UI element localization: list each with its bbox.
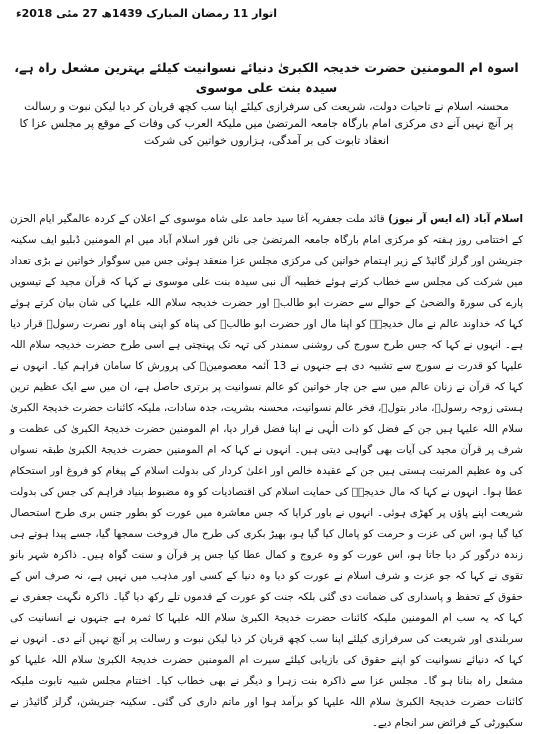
article-text: قائد ملت جعفریہ آغا سید حامد علی شاہ موسوی کے اعلان کے کردہ عالمگیر ایام الحزن کے اختتامی روز ہفتہ کو مرکزی امام بارگاہ جامعہ المرتضیٰ جی نائن فور اسلام آباد میں ام المومنین ڈبلیو ایف سکینہ جنریشن اور گرلز گائیڈ کے زیر اہتمام خواتین کی مرکزی مجلس عزا منعقد ہوئی جس میں سوگوار خواتین نے بڑی تعداد میں شرکت کی مجلس سے خطاب کرتے ہوئے خطیبہ آل نبی سیدہ بنت علی موسوی نے کہا کہ قرآن مجید کے تیسویں پارے کی سورۃ والضحیٰ کے حوالے سے حضرت ابو طالبؑ اور حضرت خدیجہ سلام اللہ علیہا کی شان بیان کرتے ہوئے کہا کہ خداوند عالم نے مال خدیجہؑ کو اپنا مال اور حضرت ابو طالبؑ کی پناہ کو اپنی پناہ اور نصرت رسولؐ قرار دیا ہے۔ انہوں نے کہا کہ جس طرح سورج کی روشنی سمندر کی تہہ تک پہنچتی ہے اسی طرح حضرت خدیجہ سلام اللہ علیہا کو قدرت نے سورج سے تشبیہ دی ہے جنہوں نے 13 آئمہ معصومینؑ کی پرورش کا سامان فراہم کیا۔ انہوں نے کہا کہ قرآن نے زنان عالم میں سے جن چار خواتین کو عالم نسوانیت پر برتری حاصل ہے، ان میں سے ایک عظیم ترین ہستی زوجہ رسولؐ، مادر بتولؑ، فخر عالم نسوانیت، محسنہ بشریت، جدہ سادات، ملیکہ کائنات حضرت خدیجۃ الکبریٰ سلام اللہ علیہا ہیں جن کے فضل کو ذات الٰہی نے اپنا فضل قرار دیا، ام المومنین حضرت خدیجۃ الکبریٰ کی عظمت و شرف پر قرآن مجید کی آیات بھی گواہی دیتی ہیں۔ انہوں نے کہا کہ ام المومنین حضرت خدیجۃ الکبریٰ طبقہ نسواں کی وہ عظیم المرتبت ہستی ہیں جن کے عقیدہ خالص اور اعلیٰ کردار کی بدولت اسلام کے پیغام کو فروغ اور استحکام عطا ہوا۔ انہوں نے کہا کہ مال خدیجہؑ کی حمایت اسلام کی اقتصادیات کو وہ مضبوط بنیاد فراہم کی جس کی بدولت شریعت اپنے پاؤں پر کھڑی ہوئی۔ انہوں نے باور کرایا کہ جس معاشرہ میں عورت کو بطور جنس بری طرح استحصال کیا گیا ہو، اس کی عزت و حرمت کو پامال کیا گیا ہو، بھیڑ بکری کی طرح مال فروخت سمجھا گیا، جسے پیدا ہوتے ہی زندہ درگور کر دیا جاتا ہو، اس عورت کو وہ عروج و کمال عطا کیا جس پر قرآن و سنت گواہ ہیں۔ ذاکرہ شہر بانو تقوی نے کہا کہ جو عزت و شرف اسلام نے عورت کو دیا وہ دنیا کے کسی اور مذہب میں نہیں ہے، نہ صرف اس کے حقوق کے تحفظ و پاسداری کی ضمانت دی گئی بلکہ جنت کو عورت کے قدموں تلے رکھ دیا گیا۔ ذاکرہ نگہت جعفری نے کہا کہ یہ سب ام المومنین ملیکہ کائنات حضرت خدیجۃ الکبریٰ سلام اللہ علیہا کا ثمرہ ہے جنہوں نے انسانیت کی سربلندی اور شریعت کی سرفرازی کیلئے اپنا سب کچھ قربان کر دیا لیکن نبوت و رسالت پر آنچ نہیں آنے دی۔ انہوں نے کہا کہ دنیائے نسوانیت کو اپنے حقوق کی بازیابی کیلئے سیرت ام المومنین حضرت خدیجۃ الکبریٰ سلام اللہ علیہا کو مشعل راہ بنانا ہو گا۔ مجلس عزا سے ذاکرہ بنت زہرا و دیگر نے بھی خطاب کیا۔ اختتام مجلس شبیہ تابوت ملیکہ کائنات حضرت خدیجۃ الکبریٰ سلام اللہ علیہا کو برآمد ہوا اور ماتم داری کی گئی۔ سکینہ جنریشن، گرلز گائیڈز نے سکیورٹی کے فرائض سر انجام دیے۔ <box>10 213 524 729</box>
headline: اسوہ ام المومنین حضرت خدیجہ الکبریٰ دنیائے نسوانیت کیلئے بہترین مشعل راہ ہے، سیدہ بنت علی موسوی <box>14 60 519 95</box>
dateline: اتوار 11 رمضان المبارک 1439ھ 27 مئی 2018ء <box>16 7 277 20</box>
article-paragraph <box>10 209 523 734</box>
article-body <box>10 209 523 734</box>
article-lead: اسلام آباد (اے ایس آر نیوز) <box>388 213 524 225</box>
deck-subheadline: محسنہ اسلام نے تاحیات دولت، شریعت کی سرفرازی کیلئے اپنا سب کچھ قربان کر دیا لیکن نبوت و رسالت پر آنچ نہیں آنے دی مرکزی امام بارگاہ جامعہ المرتضیٰ میں ملیکۃ العرب کی وفات کے موقع پر مجلس عزا کا انعقاد تابوت کی بر آمدگی، ہزاروں خواتین کی شرکت <box>19 100 514 147</box>
